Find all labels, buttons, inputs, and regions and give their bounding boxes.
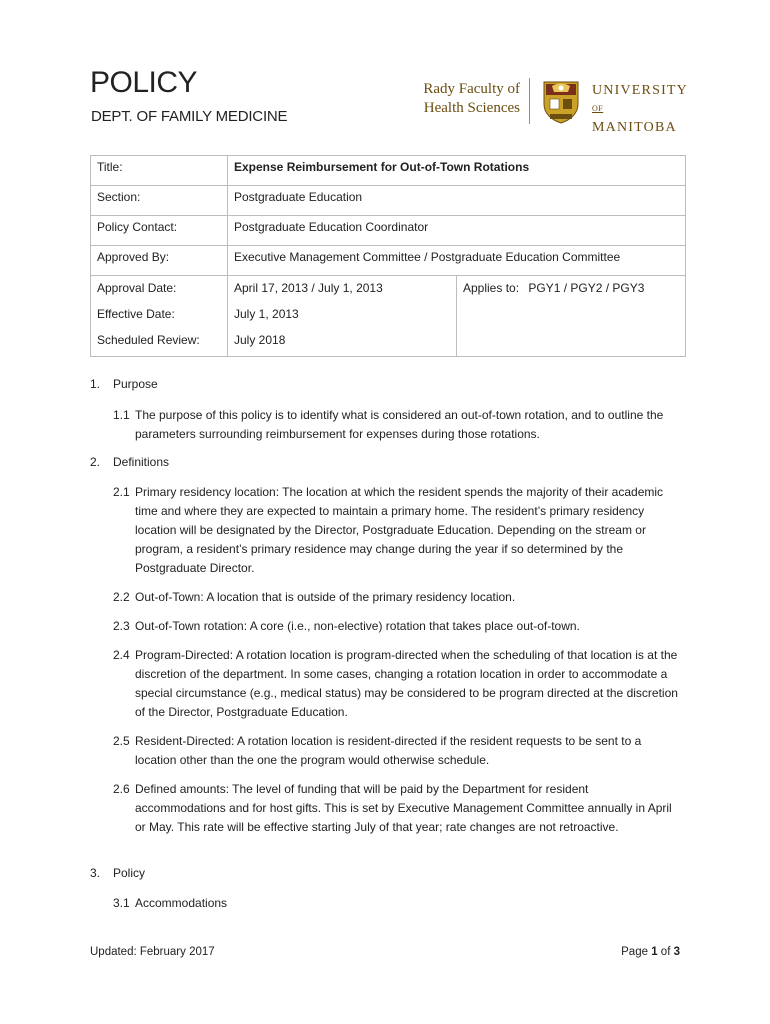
rady-line-2: Health Sciences: [423, 100, 520, 116]
list-item: [113, 406, 680, 444]
approved-value: Executive Management Committee / Postgraduate Education Committee: [228, 246, 686, 276]
review-date-label: Scheduled Review:: [97, 333, 200, 347]
section-title: Definitions: [113, 455, 170, 469]
uni-line-1: UNIVERSITY: [592, 83, 688, 98]
university-wordmark: [592, 82, 690, 137]
title-label: Title:: [91, 156, 228, 186]
department-name: DEPT. OF FAMILY MEDICINE: [91, 108, 288, 125]
approval-date-label: Approval Date:: [97, 281, 177, 295]
table-row-approved: [91, 246, 686, 276]
section-number: 3.: [90, 866, 101, 880]
section-number: 1.: [90, 377, 101, 391]
footer-updated: Updated: February 2017: [90, 946, 215, 958]
item-text: Accommodations: [135, 896, 228, 910]
logo-divider: [529, 78, 530, 124]
page-current: 1: [651, 946, 658, 958]
item-number: 2.6: [113, 782, 130, 796]
effective-date-label: Effective Date:: [97, 307, 175, 321]
section-number: 2.: [90, 455, 101, 469]
table-row-contact: [91, 216, 686, 246]
review-date-value: July 2018: [234, 333, 286, 347]
item-text: Resident-Directed: A rotation location is resident-directed if the resident requests to be sent to a location other than the one the program would otherwise schedule.: [135, 734, 642, 767]
university-crest-icon: [542, 78, 580, 124]
applies-value: PGY1 / PGY2 / PGY3: [528, 281, 645, 295]
section-value: Postgraduate Education: [228, 186, 686, 216]
item-text: Program-Directed: A rotation location is program-directed when the scheduling of that location is at the discretion of the department. In some cases, changing a rotation location in order to accommodate a special circumstance (e.g., medical status) may be considered to be program directed at the discretion of the Director, Postgraduate Education.: [135, 648, 678, 719]
list-item: [113, 732, 680, 770]
applies-to: [463, 278, 679, 304]
list-item: [113, 646, 680, 722]
faculty-logo: [418, 78, 690, 135]
item-number: 2.5: [113, 734, 130, 748]
table-row-section: [91, 186, 686, 216]
uni-line-2: [592, 100, 690, 137]
policy-info-table: [90, 155, 686, 357]
rady-line-1: Rady Faculty of: [423, 81, 520, 97]
item-number: 1.1: [113, 408, 130, 422]
list-item: [113, 483, 680, 578]
page-total: 3: [673, 946, 680, 958]
item-text: Primary residency location: The location at which the resident spends the majority of their academic time and where they are expected to maintain a primary home. The resident’s primary residency location will be designated by the Director, Postgraduate Education. Depending on the stream or program, a resident’s primary residence may change during the year if so determined by the Postgraduate Director.: [135, 485, 664, 575]
section-title: Purpose: [113, 377, 158, 391]
section-label: Section:: [91, 186, 228, 216]
table-row-title: [91, 156, 686, 186]
effective-date-value: July 1, 2013: [234, 307, 299, 321]
table-row-dates: [91, 276, 686, 357]
list-item: [113, 617, 680, 636]
item-text: Defined amounts: The level of funding that will be paid by the Department for resident accommodations and for host gifts. This is set by Executive Management Committee annually in April or May. This rate will be effective starting July of that year; rate changes are not retroactive.: [135, 782, 672, 834]
item-text: The purpose of this policy is to identify what is considered an out-of-town rotation, and to outline the parameters surrounding reimbursement for expenses during those rotations.: [135, 408, 664, 441]
page-of: of: [657, 946, 674, 958]
page-prefix: Page: [621, 946, 652, 958]
uni-of: OF: [592, 104, 604, 113]
title-value: Expense Reimbursement for Out-of-Town Rotations: [228, 156, 686, 186]
approved-label: Approved By:: [91, 246, 228, 276]
item-number: 2.4: [113, 648, 130, 662]
contact-value: Postgraduate Education Coordinator: [228, 216, 686, 246]
item-number: 2.2: [113, 590, 130, 604]
dates-values: [228, 276, 457, 357]
uni-manitoba: MANITOBA: [592, 120, 677, 135]
item-number: 2.1: [113, 485, 130, 499]
list-item: [113, 894, 680, 913]
item-text: Out-of-Town rotation: A core (i.e., non-elective) rotation that takes place out-of-town.: [135, 619, 580, 633]
contact-label: Policy Contact:: [91, 216, 228, 246]
item-number: 2.3: [113, 619, 130, 633]
rady-faculty-wordmark: [418, 80, 520, 118]
page-title: POLICY: [90, 66, 198, 99]
applies-to-cell: [457, 276, 686, 357]
section-title: Policy: [113, 866, 146, 880]
item-number: 3.1: [113, 896, 130, 910]
applies-label: Applies to:: [463, 281, 520, 295]
item-text: Out-of-Town: A location that is outside of the primary residency location.: [135, 590, 516, 604]
list-item: [113, 780, 680, 837]
dates-labels: [91, 276, 228, 357]
page-number: [621, 946, 680, 958]
list-item: [113, 588, 680, 607]
approval-date-value: April 17, 2013 / July 1, 2013: [234, 281, 383, 295]
